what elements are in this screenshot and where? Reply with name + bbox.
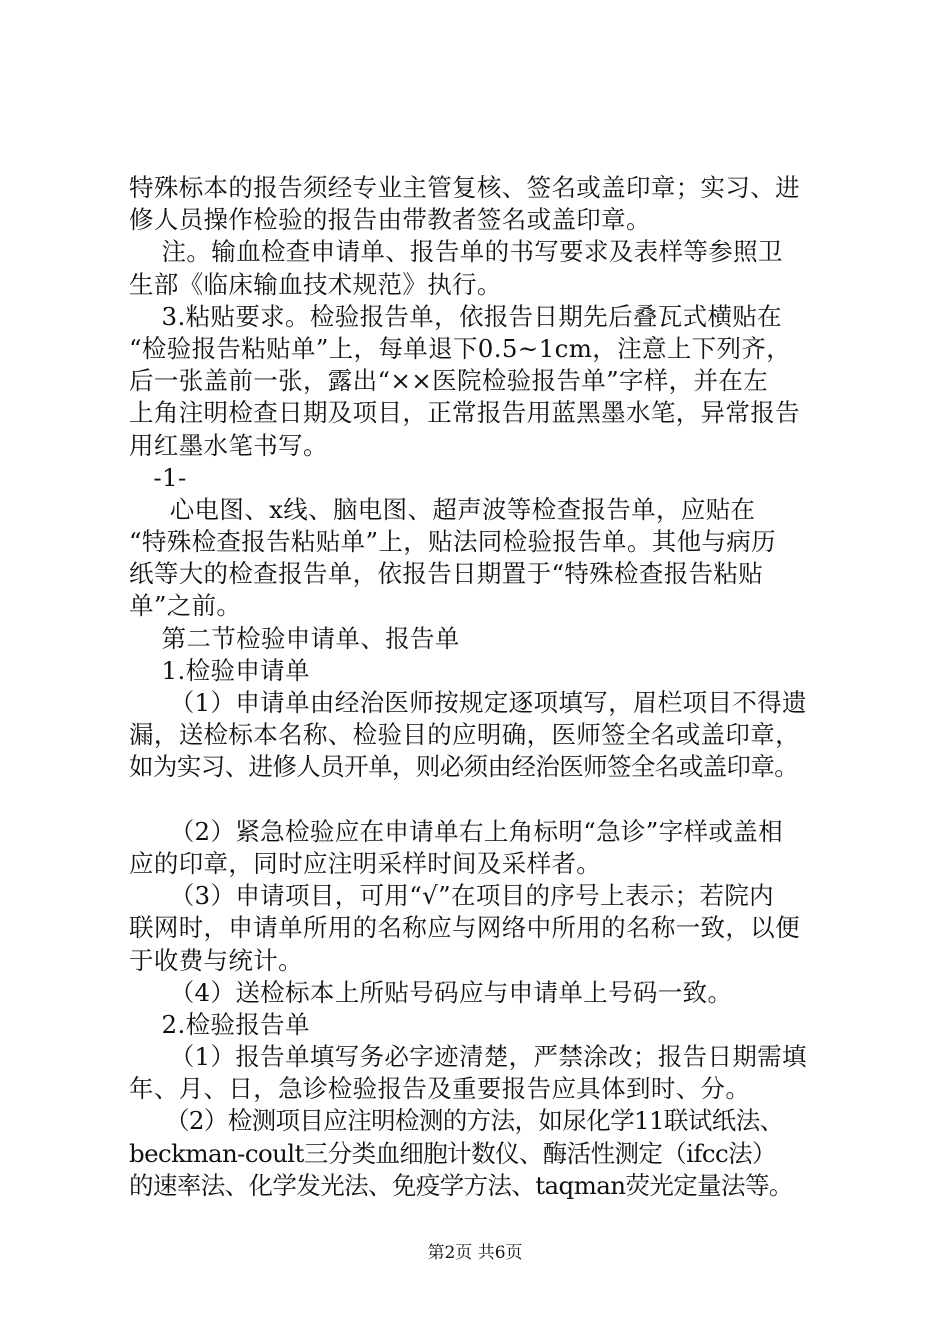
document-body: [129, 172, 829, 1202]
text-line: 3.粘贴要求。检验报告单，依报告日期先后叠瓦式横贴在: [129, 301, 783, 331]
text-line: （1）报告单填写务必字迹清楚，严禁涂改；报告日期需填: [129, 1042, 807, 1072]
subsection-heading: 2.检验报告单: [129, 1009, 310, 1039]
text-line: （4）送检标本上所贴号码应与申请单上号码一致。: [129, 977, 733, 1007]
text-line: 生部《临床输血技术规范》执行。: [129, 269, 502, 299]
text-line: “检验报告粘贴单”上，每单退下0.5~1cm，注意上下列齐，: [129, 333, 792, 363]
blank-line: [129, 784, 829, 816]
text-line: （2）紧急检验应在申请单右上角标明“急诊”字样或盖相: [129, 816, 783, 846]
text-line: 单”之前。: [129, 591, 242, 621]
section-heading: 第二节检验申请单、报告单: [129, 623, 460, 653]
text-line: 特殊标本的报告须经专业主管复核、签名或盖印章；实习、进: [129, 173, 800, 202]
text-line: 漏，送检标本名称、检验目的应明确，医师签全名或盖印章，: [129, 720, 800, 750]
text-line: 联网时，申请单所用的名称应与网络中所用的名称一致，以便: [129, 913, 800, 943]
text-line: 于收费与统计。: [129, 945, 303, 975]
text-line: 纸等大的检查报告单，依报告日期置于“特殊检查报告粘贴: [129, 559, 764, 589]
page-footer: 第2页 共6页: [427, 1243, 523, 1263]
text-line: （1）申请单由经治医师按规定逐项填写，眉栏项目不得遗: [129, 688, 807, 717]
text-line: 应的印章，同时应注明采样时间及采样者。: [129, 848, 602, 878]
text-line: 上角注明检查日期及项目，正常报告用蓝黑墨水笔，异常报告: [129, 398, 800, 428]
text-line: （2）检测项目应注明检测的方法，如尿化学11联试纸法、: [129, 1106, 784, 1136]
text-line: 心电图、x线、脑电图、超声波等检查报告单，应贴在: [129, 494, 756, 524]
text-line: 如为实习、进修人员开单，则必须由经治医师签全名或盖印章。: [129, 752, 799, 782]
text-line: 注。输血检查申请单、报告单的书写要求及表样等参照卫: [129, 237, 783, 267]
text-line: 后一张盖前一张，露出“××医院检验报告单”字样，并在左: [129, 366, 769, 396]
text-line: beckman-coult三分类血细胞计数仪、酶活性测定（ifcc法）: [129, 1138, 776, 1168]
text-line: （3）申请项目，可用“√”在项目的序号上表示；若院内: [129, 881, 775, 911]
text-line: 用红墨水笔书写。: [129, 430, 328, 460]
text-line: 的速率法、化学发光法、免疫学方法、taqman荧光定量法等。: [129, 1170, 793, 1200]
text-line: 修人员操作检验的报告由带教者签名或盖印章。: [129, 205, 651, 235]
text-line: “特殊检查报告粘贴单”上，贴法同检验报告单。其他与病历: [129, 527, 776, 557]
subsection-heading: 1.检验申请单: [129, 655, 310, 685]
inline-page-number: -1-: [129, 462, 187, 492]
text-line: 年、月、日，急诊检验报告及重要报告应具体到时、分。: [129, 1074, 751, 1104]
